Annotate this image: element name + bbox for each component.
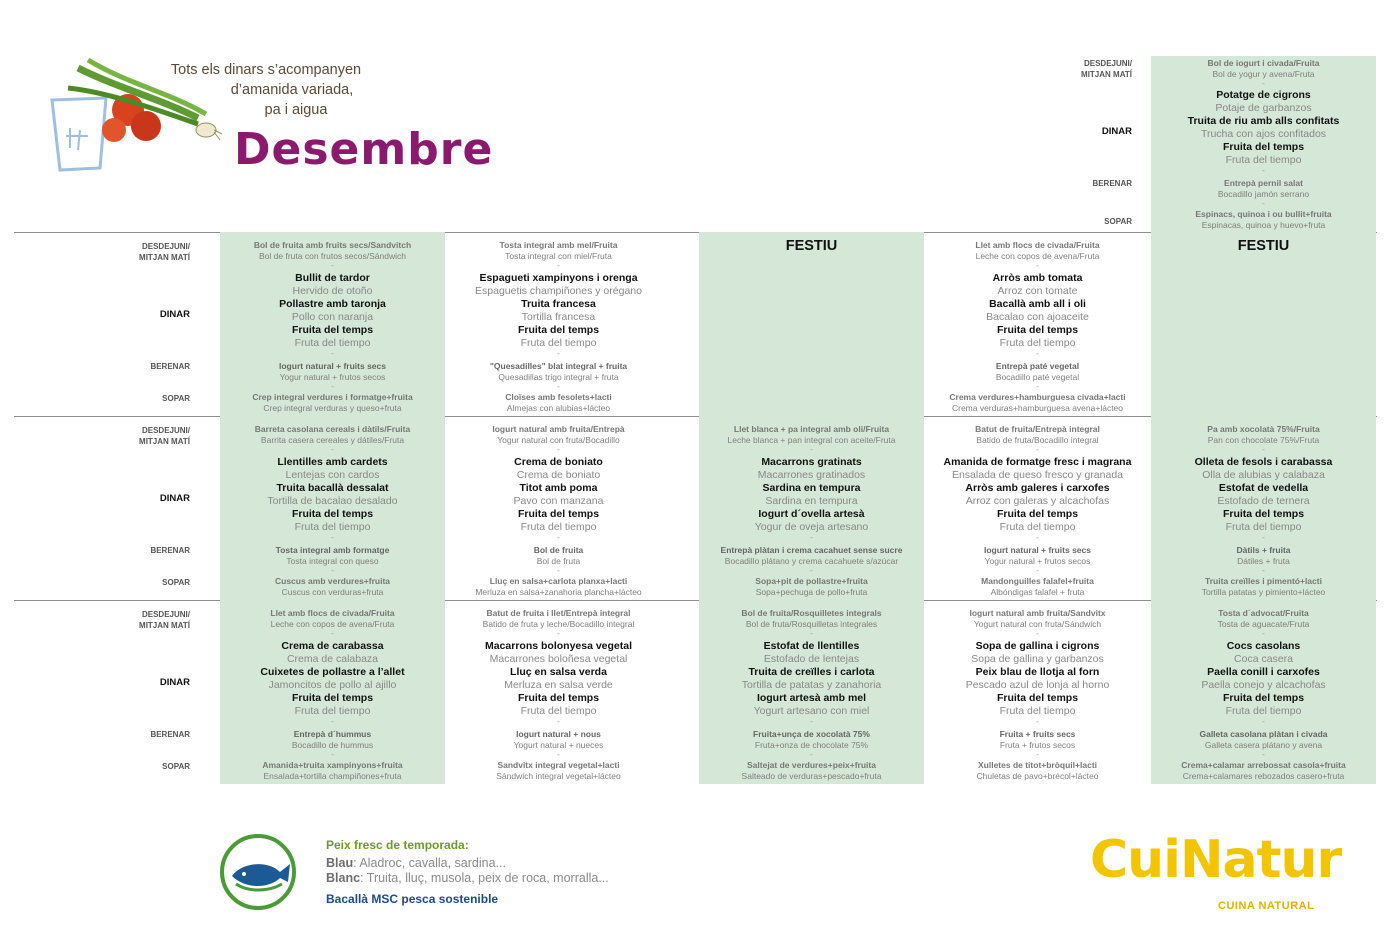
menu-item-ca: Espinacs, quinoa i ou bullit+fruita — [1195, 209, 1332, 219]
lunch-slot: Olleta de fesols i carabassa Olla de alubias y calabaza Estofat de vedella Estofado de ternera Fruita del temps Fruta del tiempo - — [1151, 456, 1376, 541]
menu-item-ca: Iogurt natural + fruits secs — [984, 545, 1091, 555]
day-column — [1151, 232, 1376, 416]
lunch-label: DINAR — [1101, 126, 1132, 137]
breakfast-slot: Barreta casolana cereals i dàtils/Fruita Barrita casera cereales y dátiles/Fruta - — [220, 424, 445, 453]
intro-line: d’amanida variada, — [230, 82, 354, 98]
fish-blanc-text: : Truita, lluç, musola, peix de roca, morralla... — [360, 871, 609, 885]
day-column — [220, 232, 445, 416]
menu-item-es: Sardina en tempura — [765, 495, 858, 507]
menu-item-es: Fruta del tiempo — [999, 705, 1076, 717]
menu-item-ca: Saltejat de verdures+peix+fruita — [747, 760, 876, 770]
fish-blanc — [326, 871, 609, 885]
menu-item-ca: Lluç en salsa verda — [510, 666, 607, 678]
menu-item-es: Batido de fruta y leche/Bocadillo integral — [482, 619, 635, 629]
day-column — [220, 600, 445, 784]
dinner-label: SOPAR — [1104, 217, 1132, 226]
menu-item-ca: Amanida de formatge fresc i magrana — [943, 456, 1132, 468]
week-row — [14, 416, 1377, 600]
fish-blau-label: Blau — [326, 856, 354, 870]
menu-item-ca: Entrepà d´hummus — [293, 729, 372, 739]
msc-note: Bacallà MSC pesca sostenible — [326, 892, 499, 906]
menu-item-ca: Sardina en tempura — [762, 482, 861, 494]
menu-item-es: Fruta del tiempo — [1225, 705, 1302, 717]
snack-slot: Iogurt natural + fruits secs Yogur natural + frutos secos - — [925, 545, 1150, 574]
menu-item-ca: Crema de carabassa — [281, 640, 384, 652]
menu-item-es: Galleta casera plátano y avena — [1204, 740, 1323, 750]
menu-item-ca: Crema de boniato — [514, 456, 603, 468]
dinner-slot — [925, 760, 1150, 782]
menu-item-es: Yogur natural + frutos secos — [984, 556, 1091, 566]
menu-item-es: Bocadillo paté vegetal — [995, 372, 1080, 382]
breakfast-slot: Bol de fruita/Rosquilletes integrals Bol de fruta/Rosquilletas integrales - — [699, 608, 924, 637]
snack-slot: Entrepà paté vegetal Bocadillo paté vegetal - — [925, 361, 1150, 390]
fish-blanc-label: Blanc — [326, 871, 361, 885]
menu-item-es: Olla de alubias y calabaza — [1202, 469, 1325, 481]
menu-item-ca: Fruita del temps — [1222, 141, 1305, 153]
breakfast-slot: Pa amb xocolatà 75%/Fruita Pan con chocolate 75%/Fruta - — [1151, 424, 1376, 453]
menu-item-es: Yogurt natural + nueces — [513, 740, 604, 750]
snack-slot: Entrepà plàtan i crema cacahuet sense sucre Bocadillo plátano y crema cacahuete s/azúcar - — [699, 545, 924, 574]
menu-item-es: Sopa de gallina y garbanzos — [971, 653, 1104, 665]
menu-item-es: Fruta del tiempo — [999, 521, 1076, 533]
menu-item-es: Leche con copos de avena/Fruta — [270, 619, 395, 629]
menu-item-es: Crema de boniato — [516, 469, 601, 481]
menu-item-ca: Crep integral verdures i formatge+fruita — [252, 392, 413, 402]
menu-item-ca: Fruita del temps — [291, 324, 374, 336]
menu-item-ca: Entrepà paté vegetal — [995, 361, 1080, 371]
breakfast-slot: Iogurt natural amb fruita/Entrepà Yogur natural con fruta/Bocadillo - — [446, 424, 671, 453]
day-column — [699, 232, 924, 416]
menu-item-ca: Pa amb xocolatà 75%/Fruita — [1207, 424, 1320, 434]
snack-label: BERENAR — [1092, 179, 1132, 188]
menu-item-es: Bol de fruta/Rosquilletas integrales — [745, 619, 878, 629]
menu-item-es: Paella conejo y alcachofas — [1201, 679, 1326, 691]
day-column — [446, 600, 671, 784]
menu-item-es: Fruta+onza de chocolate 75% — [754, 740, 869, 750]
menu-item-es: Fruta del tiempo — [294, 337, 371, 349]
menu-item-es: Bocadillo de hummus — [291, 740, 374, 750]
day-column — [1151, 416, 1376, 600]
menu-item-ca: Cocs casolans — [1226, 640, 1301, 652]
menu-item-ca: Truita de riu amb alls confitats — [1187, 115, 1340, 127]
menu-item-es: Fruta del tiempo — [294, 521, 371, 533]
menu-item-es: Dátiles + fruta — [1237, 556, 1290, 566]
menu-item-ca: Tosta integral amb formatge — [275, 545, 390, 555]
snack-slot: Tosta integral amb formatge Tosta integral con queso - — [220, 545, 445, 574]
menu-item-ca: Fruita del temps — [517, 324, 600, 336]
day-column — [446, 232, 671, 416]
menu-item-es: Albóndigas falafel + fruta — [990, 587, 1085, 597]
lunch-slot: Potatge de cigrons Potaje de garbanzos Truita de riu amb alls confitats Trucha con ajos confitados Fruita del temps Fruta del tiempo - — [1151, 89, 1376, 174]
menu-item-ca: Iogurt d´ovella artesà — [758, 508, 865, 520]
brand-name: CuiNatur — [1090, 830, 1342, 890]
menu-item-ca: Bullit de tardor — [295, 272, 370, 284]
breakfast-slot: Bol de fruita amb fruits secs/Sandvitch Bol de fruta con frutos secos/Sándwich - — [220, 240, 445, 269]
menu-item-es: Lentejas con cardos — [285, 469, 380, 481]
day-column — [699, 600, 924, 784]
day-column — [1151, 56, 1376, 232]
breakfast-label: DESDEJUNI/ MITJAN MATÍ — [139, 426, 190, 446]
menu-item-ca: Truita de creïlles i carlota — [748, 666, 875, 678]
menu-item-es: Crema de calabaza — [286, 653, 379, 665]
menu-item-es: Tortilla patatas y pimiento+lácteo — [1201, 587, 1326, 597]
menu-item-es: Fruta del tiempo — [520, 705, 597, 717]
menu-item-es: Tosta integral con queso — [286, 556, 379, 566]
menu-item-ca: Iogurt natural amb fruita/Sandvitx — [969, 608, 1106, 618]
breakfast-slot: Tosta d´advocat/Fruita Tosta de aguacate/Fruta - — [1151, 608, 1376, 637]
menu-item-ca: Fruita del temps — [517, 508, 600, 520]
snack-slot: Fruita+unça de xocolatà 75% Fruta+onza de chocolate 75% - — [699, 729, 924, 758]
dinner-slot — [220, 576, 445, 598]
menu-item-ca: Mandonguilles falafel+fruita — [981, 576, 1094, 586]
snack-slot: Iogurt natural + fruits secs Yogur natural + frutos secos - — [220, 361, 445, 390]
lunch-slot: Arròs amb tomata Arroz con tomate Bacallà amb all i oli Bacalao con ajoaceite Fruita del temps Fruta del tiempo - — [925, 272, 1150, 357]
menu-item-ca: Potatge de cigrons — [1216, 89, 1311, 101]
menu-item-es: Leche blanca + pan integral con aceite/Fruta — [727, 435, 896, 445]
menu-item-es: Bacalao con ajoaceite — [986, 311, 1089, 323]
menu-item-ca: Macarrons bolonyesa vegetal — [484, 640, 633, 652]
dinner-slot — [446, 392, 671, 414]
breakfast-slot: Bol de iogurt i civada/Fruita Bol de yogur y avena/Fruta - — [1151, 58, 1376, 87]
menu-item-ca: Arròs amb galeres i carxofes — [965, 482, 1110, 494]
brand-tagline: CUINA NATURAL — [1218, 900, 1315, 912]
row-labels — [14, 416, 214, 600]
menu-item-es: Macarrones boloñesa vegetal — [489, 653, 628, 665]
menu-item-ca: Truita francesa — [521, 298, 596, 310]
week-row-0 — [14, 56, 1377, 232]
menu-item-ca: Truita bacallà dessalat — [276, 482, 389, 494]
menu-item-ca: Amanida+truita xampinyons+fruita — [262, 760, 403, 770]
breakfast-slot: Iogurt natural amb fruita/Sandvitx Yogurt natural con fruta/Sándwich - — [925, 608, 1150, 637]
menu-item-ca: Galleta casolana plàtan i civada — [1199, 729, 1328, 739]
menu-item-es: Arroz con tomate — [997, 285, 1078, 297]
menu-item-es: Espaguetis champiñones y orégano — [475, 285, 642, 297]
row-labels — [14, 600, 214, 784]
menu-item-es: Estofado de lentejas — [763, 653, 860, 665]
menu-item-ca: Crema verdures+hamburguesa civada+lacti — [949, 392, 1126, 402]
snack-slot: Dàtils + fruita Dátiles + fruta - — [1151, 545, 1376, 574]
menu-item-es: Yogur natural con fruta/Bocadillo — [497, 435, 620, 445]
whale-fish-icon — [218, 832, 298, 912]
snack-slot: Entrepà d´hummus Bocadillo de hummus - — [220, 729, 445, 758]
menu-item-es: Sopa+pechuga de pollo+fruta — [755, 587, 868, 597]
menu-item-ca: Bol de iogurt i civada/Fruita — [1207, 58, 1320, 68]
row-labels — [1064, 56, 1148, 232]
menu-item-es: Tortilla francesa — [521, 311, 596, 323]
menu-item-es: Potaje de garbanzos — [1215, 102, 1312, 114]
snack-slot: "Quesadilles" blat integral + fruita Quesadillas trigo integral + fruta - — [446, 361, 671, 390]
menu-item-ca: Fruita del temps — [996, 508, 1079, 520]
menu-item-ca: Pollastre amb taronja — [279, 298, 386, 310]
menu-item-ca: Lluç en salsa+carlota planxa+lacti — [489, 576, 628, 586]
lunch-slot: Amanida de formatge fresc i magrana Ensalada de queso fresco y granada Arròs amb galeres i carxofes Arroz con galeras y alcachofas Fruita del temps Fruta del tiempo - — [925, 456, 1150, 541]
menu-item-es: Salteado de verduras+pescado+fruta — [741, 771, 882, 781]
menu-item-ca: "Quesadilles" blat integral + fruita — [489, 361, 628, 371]
menu-item-ca: Iogurt natural + fruits secs — [279, 361, 386, 371]
menu-item-ca: Estofat de llentilles — [763, 640, 860, 652]
menu-item-ca: Llet amb flocs de civada/Fruita — [975, 240, 1100, 250]
menu-item-ca: Sandvitx integral vegetal+lacti — [497, 760, 620, 770]
snack-slot: Galleta casolana plàtan i civada Galleta casera plátano y avena - — [1151, 729, 1376, 758]
lunch-label: DINAR — [159, 309, 190, 320]
lunch-label: DINAR — [159, 493, 190, 504]
dinner-slot — [1151, 209, 1376, 231]
menu-item-ca: Fruita del temps — [996, 692, 1079, 704]
menu-item-ca: Macarrons gratinats — [761, 456, 862, 468]
menu-item-es: Tosta de aguacate/Fruta — [1217, 619, 1310, 629]
menu-item-ca: Bol de fruita amb fruits secs/Sandvitch — [253, 240, 412, 250]
lunch-slot: Bullit de tardor Hervido de otoño Pollastre amb taronja Pollo con naranja Fruita del temps Fruta del tiempo - — [220, 272, 445, 357]
lunch-slot: Llentilles amb cardets Lentejas con cardos Truita bacallà dessalat Tortilla de bacalao desalado Fruita del temps Fruta del tiempo - — [220, 456, 445, 541]
menu-item-es: Almejas con alubias+lácteo — [506, 403, 611, 413]
menu-item-es: Fruta del tiempo — [1225, 154, 1302, 166]
day-column — [220, 416, 445, 600]
menu-item-ca: Xulletes de titot+bròquil+lacti — [977, 760, 1098, 770]
menu-item-ca: Peix blau de llotja al forn — [975, 666, 1100, 678]
dinner-slot — [446, 576, 671, 598]
menu-item-es: Ensalada de queso fresco y granada — [951, 469, 1124, 481]
snack-label: BERENAR — [150, 362, 190, 371]
snack-slot: Bol de fruita Bol de fruta - — [446, 545, 671, 574]
menu-item-es: Yogur natural + frutos secos — [279, 372, 386, 382]
dinner-slot — [925, 576, 1150, 598]
menu-item-ca: Arròs amb tomata — [992, 272, 1083, 284]
menu-item-es: Pavo con manzana — [513, 495, 604, 507]
menu-item-es: Bocadillo plátano y crema cacahuete s/azúcar — [724, 556, 899, 566]
dinner-slot — [925, 392, 1150, 414]
lunch-slot: Espagueti xampinyons i orenga Espaguetis champiñones y orégano Truita francesa Tortilla francesa Fruita del temps Fruta del tiempo - — [446, 272, 671, 357]
menu-item-es: Fruta del tiempo — [1225, 521, 1302, 533]
menu-item-ca: Barreta casolana cereals i dàtils/Fruita — [254, 424, 411, 434]
dinner-slot — [220, 392, 445, 414]
row-labels — [14, 232, 214, 416]
menu-item-ca: Llet amb flocs de civada/Fruita — [270, 608, 395, 618]
menu-item-ca: Fruita del temps — [291, 692, 374, 704]
menu-item-ca: Tosta integral amb mel/Fruita — [499, 240, 618, 250]
lunch-slot: Cocs casolans Coca casera Paella conill i carxofes Paella conejo y alcachofas Fruita del temps Fruta del tiempo - — [1151, 640, 1376, 725]
fish-title: Peix fresc de temporada: — [326, 838, 469, 852]
menu-item-es: Bocadillo jamón serrano — [1217, 189, 1310, 199]
menu-item-es: Sándwich integral vegetal+lácteo — [496, 771, 621, 781]
dinner-label: SOPAR — [162, 394, 190, 403]
menu-item-es: Merluza en salsa verde — [504, 679, 613, 691]
breakfast-slot: Llet amb flocs de civada/Fruita Leche con copos de avena/Fruta - — [220, 608, 445, 637]
menu-item-es: Barrita casera cereales y dátiles/Fruta — [260, 435, 405, 445]
menu-item-es: Chuletas de pavo+brécol+lácteo — [976, 771, 1099, 781]
menu-item-ca: Titot amb poma — [519, 482, 598, 494]
menu-item-es: Fruta del tiempo — [520, 337, 597, 349]
day-column — [925, 232, 1150, 416]
menu-item-es: Coca casera — [1234, 653, 1293, 665]
menu-item-es: Crema+calamares rebozados casero+fruta — [1182, 771, 1345, 781]
breakfast-slot: Batut de fruita i llet/Entrepà integral Batido de fruta y leche/Bocadillo integral - — [446, 608, 671, 637]
day-column — [1151, 600, 1376, 784]
menu-item-es: Bol de yogur y avena/Fruta — [1212, 69, 1315, 79]
menu-item-es: Espinacas, quinoa y huevo+fruta — [1201, 220, 1326, 230]
snack-slot: Iogurt natural + nous Yogurt natural + nueces - — [446, 729, 671, 758]
lunch-label: DINAR — [159, 677, 190, 688]
day-column — [446, 416, 671, 600]
dinner-slot — [699, 760, 924, 782]
dinner-slot — [1151, 576, 1376, 598]
breakfast-label: DESDEJUNI/ MITJAN MATÍ — [139, 610, 190, 630]
menu-item-es: Tortilla de bacalao desalado — [267, 495, 398, 507]
menu-item-ca: Bol de fruita/Rosquilletes integrals — [741, 608, 882, 618]
dinner-label: SOPAR — [162, 578, 190, 587]
menu-item-ca: Sopa de gallina i cigrons — [975, 640, 1100, 652]
menu-item-ca: Olleta de fesols i carabassa — [1194, 456, 1333, 468]
week-row — [14, 600, 1377, 784]
menu-item-ca: Llet blanca + pa integral amb oli/Fruita — [733, 424, 890, 434]
menu-item-es: Ensalada+tortilla champiñones+fruta — [263, 771, 402, 781]
lunch-slot: Macarrons gratinats Macarrones gratinados Sardina en tempura Sardina en tempura Iogurt d´ovella artesà Yogur de oveja artesano - — [699, 456, 924, 541]
dinner-slot — [220, 760, 445, 782]
menu-item-es: Fruta + frutos secos — [999, 740, 1076, 750]
snack-slot: Fruita + fruits secs Fruta + frutos secos - — [925, 729, 1150, 758]
menu-item-ca: Batut de fruita i llet/Entrepà integral — [486, 608, 631, 618]
menu-item-ca: Fruita del temps — [517, 692, 600, 704]
fish-blau — [326, 856, 506, 870]
breakfast-slot: Tosta integral amb mel/Fruita Tosta integral con miel/Fruta - — [446, 240, 671, 269]
menu-item-ca: Sopa+pit de pollastre+fruita — [755, 576, 868, 586]
dinner-slot — [699, 576, 924, 598]
intro-line: Tots els dinars s’acompanyen — [170, 62, 362, 78]
menu-item-es: Crep integral verduras y queso+fruta — [263, 403, 402, 413]
menu-item-ca: Tosta d´advocat/Fruita — [1218, 608, 1309, 618]
day-column — [925, 600, 1150, 784]
menu-item-ca: Batut de fruita/Entrepà integral — [975, 424, 1100, 434]
lunch-slot: Estofat de llentilles Estofado de lentejas Truita de creïlles i carlota Tortilla de patatas y zanahoria Iogurt artesà amb mel Yogurt artesano con miel - — [699, 640, 924, 725]
lunch-slot: Sopa de gallina i cigrons Sopa de gallina y garbanzos Peix blau de llotja al forn Pescado azul de lonja al horno Fruita del temps Fruta del tiempo - — [925, 640, 1150, 725]
menu-item-ca: Dàtils + fruita — [1236, 545, 1291, 555]
menu-item-ca: Fruita del temps — [1222, 508, 1305, 520]
menu-item-ca: Cuscus amb verdures+fruita — [274, 576, 391, 586]
menu-item-es: Fruta del tiempo — [999, 337, 1076, 349]
snack-label: BERENAR — [150, 730, 190, 739]
menu-item-es: Jamoncitos de pollo al ajillo — [268, 679, 397, 691]
menu-item-ca: Iogurt natural amb fruita/Entrepà — [492, 424, 625, 434]
snack-label: BERENAR — [150, 546, 190, 555]
breakfast-label: DESDEJUNI/ MITJAN MATÍ — [1081, 59, 1132, 79]
menu-item-es: Yogurt artesano con miel — [753, 705, 870, 717]
menu-item-ca: Entrepà plàtan i crema cacahuet sense sucre — [720, 545, 903, 555]
breakfast-label: DESDEJUNI/ MITJAN MATÍ — [139, 242, 190, 262]
menu-item-ca: Espagueti xampinyons i orenga — [479, 272, 638, 284]
fish-blau-text: : Aladroc, cavalla, sardina... — [353, 856, 506, 870]
menu-item-es: Yogur de oveja artesano — [754, 521, 869, 533]
menu-item-es: Pescado azul de lonja al horno — [965, 679, 1110, 691]
breakfast-slot: Llet amb flocs de civada/Fruita Leche con copos de avena/Fruta - — [925, 240, 1150, 269]
menu-item-es: Tosta integral con miel/Fruta — [505, 251, 612, 261]
menu-item-es: Fruta del tiempo — [520, 521, 597, 533]
menu-item-es: Pan con chocolate 75%/Fruta — [1207, 435, 1320, 445]
brand-logo — [1090, 830, 1342, 920]
menu-item-es: Macarrones gratinados — [757, 469, 866, 481]
week-row — [14, 232, 1377, 416]
menu-item-ca: Cloïses amb fesolets+lacti — [505, 392, 612, 402]
menu-item-ca: Truita creïlles i pimentó+lacti — [1205, 576, 1322, 586]
menu-item-es: Merluza en salsa+zanahoria plancha+lácteo — [475, 587, 642, 597]
menu-item-es: Fruta del tiempo — [294, 705, 371, 717]
day-column — [925, 416, 1150, 600]
dinner-slot — [1151, 760, 1376, 782]
menu-item-ca: Estofat de vedella — [1218, 482, 1309, 494]
menu-item-es: Pollo con naranja — [291, 311, 374, 323]
menu-item-ca: Fruita del temps — [996, 324, 1079, 336]
month-title: Desembre — [234, 124, 494, 175]
lunch-slot: Macarrons bolonyesa vegetal Macarrones boloñesa vegetal Lluç en salsa verda Merluza en salsa verde Fruita del temps Fruta del tiempo - — [446, 640, 671, 725]
snack-slot: Entrepà pernil salat Bocadillo jamón serrano - — [1151, 178, 1376, 207]
menu-item-ca: Crema+calamar arrebossat casola+fruita — [1181, 760, 1346, 770]
dinner-slot — [446, 760, 671, 782]
menu-item-ca: Bacallà amb all i oli — [989, 298, 1086, 310]
menu-item-es: Leche con copos de avena/Fruta — [975, 251, 1100, 261]
menu-item-es: Crema verduras+hamburguesa avena+lácteo — [951, 403, 1124, 413]
menu-item-ca: Llentilles amb cardets — [277, 456, 388, 468]
menu-item-ca: Fruita del temps — [1222, 692, 1305, 704]
day-column — [699, 416, 924, 600]
menu-item-es: Batido de fruta/Bocadillo integral — [976, 435, 1099, 445]
lunch-slot: Crema de boniato Crema de boniato Titot amb poma Pavo con manzana Fruita del temps Fruta del tiempo - — [446, 456, 671, 541]
menu-item-ca: Iogurt natural + nous — [516, 729, 601, 739]
menu-item-es: Yogurt natural con fruta/Sándwich — [973, 619, 1102, 629]
menu-item-ca: Entrepà pernil salat — [1224, 178, 1303, 188]
intro-line: pa i aigua — [264, 102, 328, 118]
menu-item-ca: Fruita+unça de xocolatà 75% — [753, 729, 870, 739]
menu-item-es: Tortilla de patatas y zanahoria — [741, 679, 882, 691]
menu-item-ca: Paella conill i carxofes — [1207, 666, 1320, 678]
breakfast-slot: Batut de fruita/Entrepà integral Batido de fruta/Bocadillo integral - — [925, 424, 1150, 453]
dinner-label: SOPAR — [162, 762, 190, 771]
breakfast-slot: Llet blanca + pa integral amb oli/Fruita Leche blanca + pan integral con aceite/Fruta - — [699, 424, 924, 453]
menu-item-es: Trucha con ajos confitados — [1200, 128, 1327, 140]
menu-item-es: Quesadillas trigo integral + fruta — [498, 372, 619, 382]
menu-item-es: Hervido de otoño — [292, 285, 373, 297]
menu-item-es: Bol de fruta — [536, 556, 581, 566]
holiday-label: FESTIU — [1237, 238, 1290, 254]
menu-item-ca: Fruita + fruits secs — [999, 729, 1076, 739]
menu-item-ca: Iogurt artesà amb mel — [756, 692, 867, 704]
menu-item-ca: Bol de fruita — [533, 545, 584, 555]
menu-item-ca: Fruita del temps — [291, 508, 374, 520]
menu-item-es: Estofado de ternera — [1217, 495, 1310, 507]
menu-item-es: Bol de fruta con frutos secos/Sándwich — [259, 251, 406, 261]
holiday-label: FESTIU — [785, 238, 838, 254]
menu-item-ca: Cuixetes de pollastre a l’allet — [260, 666, 405, 678]
lunch-slot: Crema de carabassa Crema de calabaza Cuixetes de pollastre a l’allet Jamoncitos de pollo al ajillo Fruita del temps Fruta del tiempo - — [220, 640, 445, 725]
table-bottom — [14, 783, 1377, 784]
menu-item-es: Cuscus con verduras+fruta — [281, 587, 384, 597]
menu-item-es: Arroz con galeras y alcachofas — [965, 495, 1110, 507]
